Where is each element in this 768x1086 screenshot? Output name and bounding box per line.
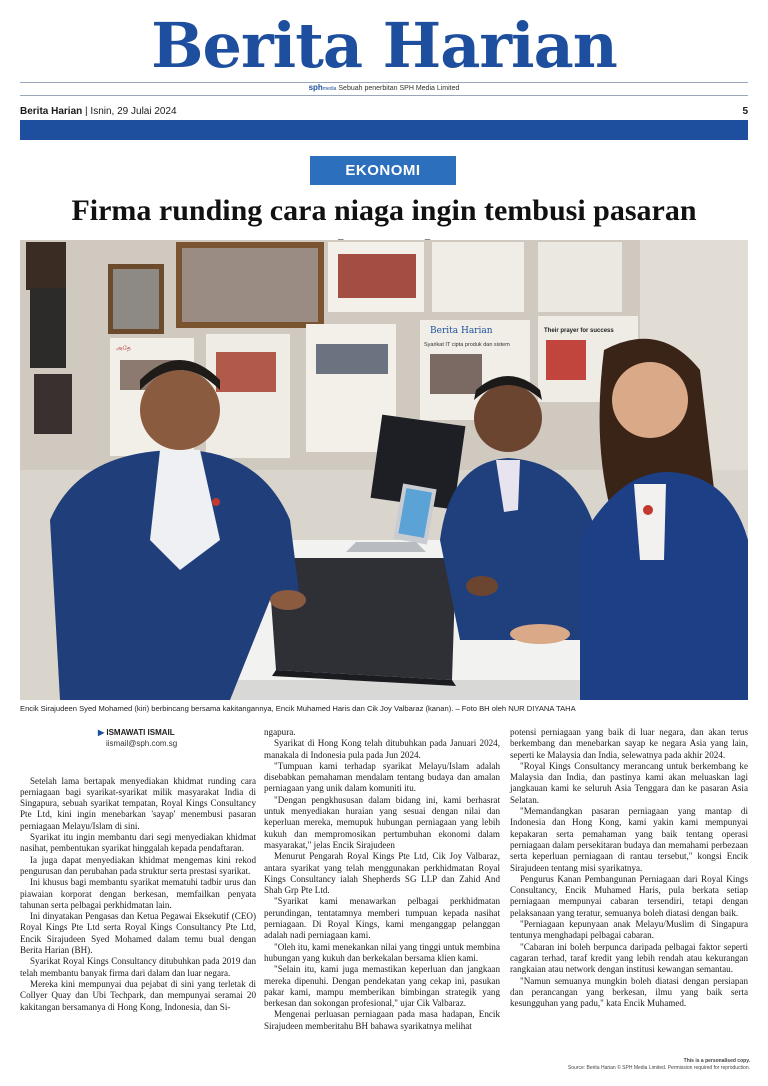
paragraph: "Cabaran ini boleh berpunca daripada pelbagai faktor seperti cagaran terhad, taraf kredit yang lebih rendah atau kekurangan rangkaian atau network dengan institusi kewangan semantau.	[510, 941, 748, 975]
publisher-line	[0, 83, 768, 92]
paragraph: "Syarikat kami menawarkan pelbagai perkhidmatan perundingan, tentatamnya memberi tumpuan kepada nasihat perniagaan. Di Royal Kings, kami menganggap pelanggan adalah nadi perniagaan kami.	[264, 896, 500, 941]
article-photo	[20, 240, 748, 700]
paragraph: Menurut Pengarah Royal Kings Pte Ltd, Cik Joy Valbaraz, antara syarikat yang telah menggunakan perkhidmatan Royal Kings Consultancy ialah Shepherds SG LLP dan Zahid And Shah Grp Pte Ltd.	[264, 851, 500, 896]
byline	[98, 727, 256, 750]
paragraph: potensi perniagaan yang baik di luar negara, dan akan terus berkembang dan menebarkan sayap ke negara Asia yang lain, seperti ke Malaysia dan India, selewatnya pada akhir 2024.	[510, 727, 748, 760]
sph-logo-sub: media	[322, 86, 337, 92]
headline: Firma runding cara niaga ingin tembusi pasaran	[71, 194, 697, 227]
byline-author: ISMAWATI ISMAIL	[106, 728, 175, 737]
paragraph: Pengurus Kanan Pembangunan Perniagaan dari Royal Kings Consultancy, Encik Muhamed Haris, pula berkata setiap perniagaan mempunyai cabaran tersendiri, tetapi dengan pelaksanaan yang teratur, semuanya boleh diatasi dengan baik.	[510, 873, 748, 918]
folio-separator: |	[85, 106, 91, 117]
paragraph: Syarikat itu ingin membantu dari segi menyediakan khidmat nasihat, pembentukan syarikat hinggalah kepada pendaftaran.	[20, 832, 256, 854]
photo-caption: Encik Sirajudeen Syed Mohamed (kiri) berbincang bersama kakitangannya, Encik Muhamed Haris dan Cik Joy Valbaraz (kanan). – Foto BH oleh NUR DIYANA TAHA	[20, 704, 576, 713]
byline-name	[98, 727, 256, 738]
wall-clipping-headline-1: Syarikat IT cipta produk dan sistem	[424, 342, 510, 348]
folio	[20, 106, 748, 117]
paragraph: Mereka kini mempunyai dua pejabat di sini yang terletak di Collyer Quay dan Ubi Techpark, dan mempunyai seramai 20 kakitangan bersamanya di Hong Kong, Indonesia, dan Si-	[20, 978, 256, 1012]
paragraph: "Tumpuan kami terhadap syarikat Melayu/Islam adalah disebabkan pemahaman mendalam tentang budaya dan amalan perniagaan yang unik dalam komuniti itu.	[264, 760, 500, 794]
byline-triangle-icon: ▶	[98, 728, 107, 737]
paragraph: "Dengan pengkhususan dalam bidang ini, kami berhasrat untuk menyediakan huraian yang sesuai dengan nilai dan keperluan mereka, memupuk hubungan perniagaan yang lebih kukuh dan mempromosikan pertumbuhan ekonomi dalam masyarakat," jelas Encik Sirajudeen	[264, 794, 500, 850]
paragraph: Mengenai perluasan perniagaan pada masa hadapan, Encik Sirajudeen memberitahu BH bahawa syarikatnya melihat	[264, 1009, 500, 1031]
wall-banner: Berita Harian	[430, 326, 493, 336]
wall-clipping-headline-3: அதே	[116, 345, 131, 352]
publisher-text: Sebuah penerbitan SPH Media Limited	[338, 85, 460, 92]
folio-paper: Berita Harian	[20, 106, 83, 117]
paragraph: Ia juga dapat menyediakan khidmat mengemas kini rekod pengurusan dan perubahan pada struktur serta prestasi syarikat.	[20, 854, 256, 876]
paragraph: "Oleh itu, kami menekankan nilai yang tinggi untuk membina hubungan yang kukuh dan berkekalan bersama klien kami.	[264, 941, 500, 963]
paragraph: "Memandangkan pasaran perniagaan yang mantap di Indonesia dan Hong Kong, kami yakin kami mempunyai kepakaran serta pemahaman yang baik tentang operasi perniagaan dalam persekitaran budaya dan memahami perbezaan serta keperluan perniagaan di rantau tersebut," kongsi Encik Sirajudeen tentang misi syarikatnya.	[510, 806, 748, 873]
paragraph: Syarikat di Hong Kong telah ditubuhkan pada Januari 2024, manakala di Indonesia pula pada Jun 2024.	[264, 738, 500, 760]
article-column-1	[20, 727, 256, 1013]
paragraph: Ini khusus bagi membantu syarikat mematuhi tadbir urus dan piawaian korporat dengan berkesan, memfailkan penyata tahunan serta pelbagai perkhidmatan lain.	[20, 877, 256, 910]
paragraph: "Perniagaan kepunyaan anak Melayu/Muslim di Singapura tentunya menghadapi pelbagai cabaran.	[510, 919, 748, 941]
sph-logo: sph	[308, 83, 323, 92]
masthead-title: Berita Harian	[151, 9, 617, 82]
newsroom-photo-icon	[20, 240, 748, 700]
source-note: Source: Berita Harian © SPH Media Limited. Permission required for reproduction.	[567, 1065, 750, 1071]
copyright-note	[568, 1058, 750, 1072]
header-bar	[20, 120, 748, 140]
section-tag: EKONOMI	[310, 156, 456, 185]
paragraph: Setelah lama bertapak menyediakan khidmat runding cara perniagaan bagi syarikat-syarikat milik masyarakat India di Singapura, sebuah syarikat tempatan, Royal Kings Consultancy Pte Ltd, kini ingin menebarkan 'sayap' menembusi pasaran perniagaan Melayu/Islam di sini.	[20, 775, 256, 831]
paragraph: "Selain itu, kami juga memastikan keperluan dan jangkaan mereka dipenuhi. Dengan pendekatan yang cekap ini, pasukan pakar kami, mampu memberikan bimbingan strategik yang berkesan dan sokongan profesional," ujar Cik Valbaraz.	[264, 964, 500, 1009]
folio-date: Isnin, 29 Julai 2024	[90, 106, 177, 117]
paragraph: Ini dinyatakan Pengasas dan Ketua Pegawai Eksekutif (CEO) Royal Kings Pte Ltd serta Royal Kings Consultancy Pte Ltd, Encik Sirajudeen Syed Mohamed dalam temu bual dengan Berita Harian (BH).	[20, 911, 256, 956]
publisher-rule	[20, 95, 748, 96]
paragraph: ngapura.	[264, 727, 296, 737]
folio-page-number: 5	[742, 106, 748, 117]
byline-email: iismail@sph.com.sg	[106, 739, 178, 749]
article-column-2	[264, 727, 500, 1032]
article-column-3	[510, 727, 748, 1009]
paragraph: "Namun semuanya mungkin boleh diatasi dengan persiapan dan perancangan yang berkesan, ilmu yang baik serta kesungguhan yang padu," kata Encik Muhamed.	[510, 975, 748, 1009]
paragraph: Syarikat Royal Kings Consultancy ditubuhkan pada 2019 dan telah membantu banyak firma dari dalam dan luar negara.	[20, 956, 256, 978]
paragraph: "Royal Kings Consultancy merancang untuk berkembang ke Malaysia dan India, dan pastinya kami akan meluaskan lagi jangkauan kami ke seluruh Asia Tenggara dan ke pasaran Asia Selatan.	[510, 760, 748, 805]
wall-clipping-headline-2: Their prayer for success	[544, 328, 614, 334]
personalised-copy-note: This is a personalised copy.	[683, 1058, 750, 1064]
